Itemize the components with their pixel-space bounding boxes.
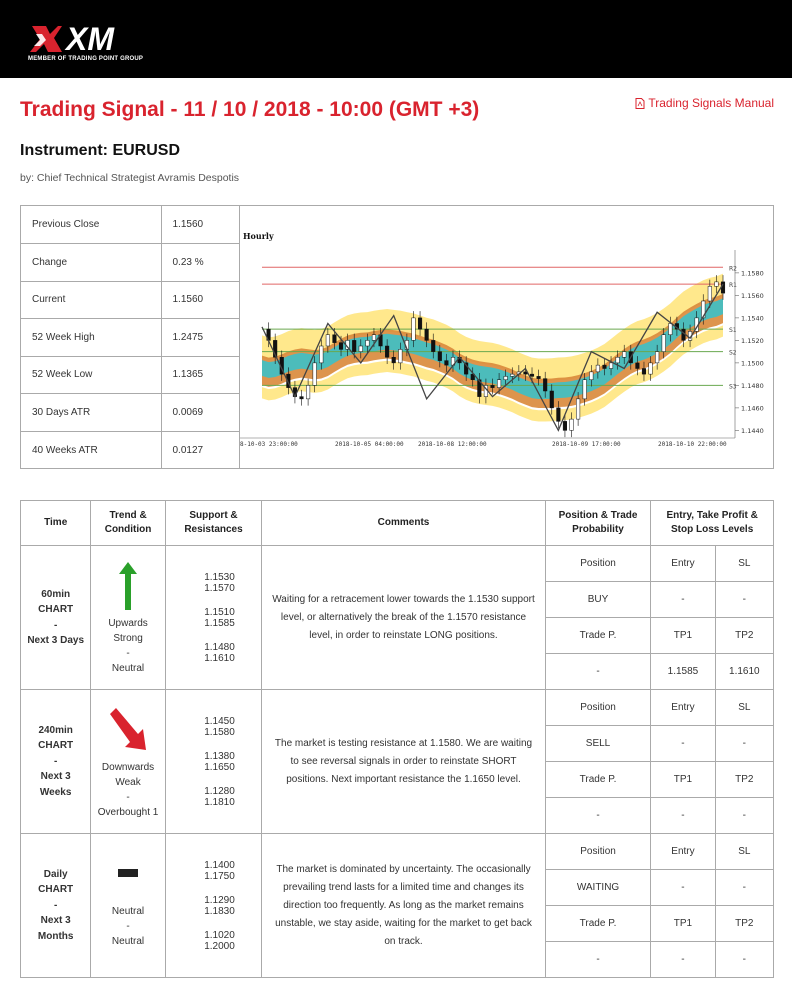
- signal-timeframe: [21, 546, 91, 690]
- y-tick-label: 1.1460: [741, 404, 764, 413]
- candle-body: [708, 286, 712, 301]
- entry-value: -: [651, 582, 715, 618]
- stats-row: [21, 319, 240, 357]
- signal-row: [21, 834, 774, 870]
- stats-row: [21, 394, 240, 432]
- stat-value: 1.1560: [161, 281, 240, 319]
- sl-label: SL: [715, 546, 773, 582]
- up-arrow-icon: [91, 560, 164, 612]
- header-comments: Comments: [262, 501, 546, 546]
- candle-body: [642, 369, 646, 375]
- candle-body: [300, 397, 304, 399]
- stat-label: 40 Weeks ATR: [21, 431, 161, 469]
- stat-label: 52 Week Low: [21, 356, 161, 394]
- support-value: 1.1020: [204, 930, 235, 941]
- signal-comment: The market is dominated by uncertainty. The occasionally prevailing trend lasts for a limited time and changes its direction too frequently. As long as the market remains unstable, we stay aside, waiting for the market to get back on track.: [262, 834, 546, 978]
- position-value: WAITING: [545, 870, 651, 906]
- trade-p-value: -: [545, 654, 651, 690]
- y-tick-label: 1.1580: [741, 269, 764, 278]
- candle-body: [583, 380, 587, 399]
- resistance-value: 1.1580: [204, 727, 235, 738]
- stat-value: 0.0069: [161, 394, 240, 432]
- signals-table: [20, 500, 774, 978]
- candle-body: [550, 391, 554, 408]
- sr-pair: [178, 786, 262, 821]
- signal-row: [21, 546, 774, 582]
- y-tick-label: 1.1500: [741, 359, 764, 368]
- signals-manual-link[interactable]: [635, 96, 774, 110]
- candle-body: [418, 318, 422, 329]
- trend-line: Strong: [113, 633, 143, 644]
- stats-row: [21, 244, 240, 282]
- sr-pair: [178, 860, 262, 895]
- candle-body: [425, 329, 429, 340]
- support-value: 1.1400: [204, 860, 235, 871]
- stat-value: 1.1560: [161, 206, 240, 244]
- support-value: 1.1510: [204, 607, 235, 618]
- candle-body: [721, 282, 725, 293]
- level-label: R2: [729, 265, 737, 273]
- position-label: Position: [545, 834, 651, 870]
- time-line: Daily: [43, 868, 68, 880]
- candle-body: [609, 363, 613, 369]
- candle-body: [319, 346, 323, 363]
- trade-p-label: Trade P.: [545, 618, 651, 654]
- time-line: Next 3 Days: [27, 635, 85, 646]
- candle-body: [649, 363, 653, 374]
- tp2-label: TP2: [715, 618, 773, 654]
- x-tick-label: 2018-10-08 12:00:00: [418, 441, 487, 448]
- tp2-label: TP2: [715, 762, 773, 798]
- time-line: 240min: [38, 724, 73, 736]
- candle-body: [669, 324, 673, 335]
- candle-body: [603, 365, 607, 368]
- neutral-dash-icon: [91, 848, 164, 900]
- support-value: 1.1380: [204, 751, 235, 762]
- candle-body: [715, 282, 719, 287]
- svg-text:XM: XM: [66, 21, 114, 57]
- market-stats-panel: [20, 205, 774, 469]
- sl-value: -: [715, 870, 773, 906]
- header-levels: Entry, Take Profit & Stop Loss Levels: [651, 501, 774, 546]
- candle-body: [510, 374, 514, 376]
- time-line: -: [54, 899, 58, 911]
- resistance-value: 1.1585: [204, 618, 235, 629]
- candle-body: [366, 340, 370, 346]
- time-line: -: [54, 619, 58, 631]
- tp2-value: -: [715, 798, 773, 834]
- chart-title: Hourly: [243, 231, 274, 241]
- sr-pair: [178, 572, 262, 607]
- signal-row: [21, 690, 774, 726]
- candle-body: [313, 363, 317, 386]
- sr-pair: [178, 751, 262, 786]
- candle-body: [543, 379, 547, 391]
- trend-line: -: [126, 921, 130, 932]
- resistance-value: 1.1750: [204, 871, 235, 882]
- stats-row: [21, 431, 240, 469]
- candle-body: [497, 380, 501, 388]
- y-tick-label: 1.1520: [741, 336, 764, 345]
- sl-value: -: [715, 582, 773, 618]
- level-label: R1: [729, 282, 737, 290]
- stats-row: [21, 281, 240, 319]
- candle-body: [570, 419, 574, 430]
- candle-body: [530, 374, 534, 376]
- resistance-value: 1.1650: [204, 762, 235, 773]
- support-value: 1.1530: [204, 572, 235, 583]
- time-line: Months: [37, 930, 74, 942]
- resistance-value: 1.2000: [204, 941, 235, 952]
- tp2-label: TP2: [715, 906, 773, 942]
- candle-body: [596, 365, 600, 372]
- candle-body: [557, 408, 561, 422]
- position-value: SELL: [545, 726, 651, 762]
- hourly-chart: [240, 206, 773, 468]
- candle-body: [359, 346, 363, 352]
- candle-body: [563, 421, 567, 430]
- sl-label: SL: [715, 690, 773, 726]
- trade-p-value: -: [545, 942, 651, 978]
- candle-body: [352, 340, 356, 351]
- signal-timeframe: [21, 834, 91, 978]
- sr-pair: [178, 642, 262, 677]
- trend-line: Upwards: [108, 618, 148, 629]
- entry-value: -: [651, 726, 715, 762]
- time-line: CHART: [38, 884, 74, 896]
- candle-body: [326, 335, 330, 346]
- candle-body: [616, 357, 620, 363]
- tp1-label: TP1: [651, 762, 715, 798]
- instrument-heading: Instrument: EURUSD: [20, 142, 181, 159]
- pdf-icon: [635, 98, 645, 109]
- sl-label: SL: [715, 834, 773, 870]
- stat-value: 0.23 %: [161, 244, 240, 282]
- support-value: 1.1280: [204, 786, 235, 797]
- stat-value: 1.1365: [161, 356, 240, 394]
- header-sr: Support & Resistances: [165, 501, 262, 546]
- down-arrow-icon: [91, 704, 164, 756]
- candle-body: [445, 361, 449, 366]
- time-line: Next 3: [40, 915, 71, 927]
- support-value: 1.1450: [204, 716, 235, 727]
- resistance-value: 1.1570: [204, 583, 235, 594]
- stat-label: Current: [21, 281, 161, 319]
- header-position: Position & Trade Probability: [545, 501, 651, 546]
- candle-body: [399, 349, 403, 363]
- tp2-value: 1.1610: [715, 654, 773, 690]
- stats-table: [21, 206, 240, 469]
- tp1-value: -: [651, 798, 715, 834]
- position-value: BUY: [545, 582, 651, 618]
- signal-comment: The market is testing resistance at 1.1580. We are waiting to see reversal signals in order to reinstate SHORT positions. Next important resistance the 1.1650 level.: [262, 690, 546, 834]
- entry-label: Entry: [651, 690, 715, 726]
- candle-body: [491, 385, 495, 387]
- time-line: -: [54, 755, 58, 767]
- resistance-value: 1.1610: [204, 653, 235, 664]
- candle-body: [504, 376, 508, 379]
- candle-body: [589, 372, 593, 380]
- author-byline: by: Chief Technical Strategist Avramis Despotis: [20, 172, 240, 184]
- stat-label: Previous Close: [21, 206, 161, 244]
- stat-label: Change: [21, 244, 161, 282]
- candle-body: [622, 352, 626, 358]
- time-line: Weeks: [39, 786, 72, 798]
- tp1-value: -: [651, 942, 715, 978]
- stats-row: [21, 356, 240, 394]
- level-label: S3: [729, 383, 737, 391]
- candle-body: [438, 352, 442, 361]
- trade-p-label: Trade P.: [545, 762, 651, 798]
- header-trend: Trend & Condition: [91, 501, 165, 546]
- stat-label: 30 Days ATR: [21, 394, 161, 432]
- signals-manual-label: Trading Signals Manual: [648, 96, 774, 110]
- site-header: [0, 0, 792, 78]
- candle-body: [636, 363, 640, 369]
- stat-value: 1.2475: [161, 319, 240, 357]
- tp2-value: -: [715, 942, 773, 978]
- trend-line: Neutral: [111, 936, 145, 947]
- candle-body: [306, 385, 310, 399]
- position-label: Position: [545, 690, 651, 726]
- trade-p-label: Trade P.: [545, 906, 651, 942]
- stat-value: 0.0127: [161, 431, 240, 469]
- candle-body: [655, 352, 659, 363]
- trend-line: Weak: [115, 777, 141, 788]
- trend-line: Neutral: [111, 663, 145, 674]
- signal-timeframe: [21, 690, 91, 834]
- sr-pair: [178, 607, 262, 642]
- sr-pair: [178, 716, 262, 751]
- candle-body: [662, 335, 666, 352]
- y-tick-label: 1.1440: [741, 426, 764, 435]
- time-line: CHART: [38, 740, 74, 752]
- resistance-value: 1.1830: [204, 906, 235, 917]
- support-value: 1.1480: [204, 642, 235, 653]
- signal-sr: [165, 690, 262, 834]
- stat-label: 52 Week High: [21, 319, 161, 357]
- candle-body: [392, 357, 396, 363]
- signal-comment: Waiting for a retracement lower towards the 1.1530 support level, or alternatively the break of the 1.1570 resistance level, in order to reinstate LONG positions.: [262, 546, 546, 690]
- entry-label: Entry: [651, 834, 715, 870]
- time-line: CHART: [38, 604, 74, 615]
- time-line: Next 3: [40, 771, 71, 783]
- y-tick-label: 1.1560: [741, 291, 764, 300]
- trend-line: Downwards: [101, 762, 155, 773]
- x-tick-label: 2018-10-09 17:00:00: [552, 441, 621, 448]
- x-tick-label: 2018-10-05 04:00:00: [335, 441, 404, 448]
- trade-p-value: -: [545, 798, 651, 834]
- signal-sr: [165, 546, 262, 690]
- signal-trend: [91, 690, 165, 834]
- tp1-label: TP1: [651, 906, 715, 942]
- stats-row: [21, 206, 240, 244]
- candle-body: [333, 335, 337, 343]
- trend-line: Neutral: [111, 906, 145, 917]
- trend-line: -: [126, 648, 130, 659]
- candle-body: [537, 376, 541, 378]
- signal-trend: [91, 546, 165, 690]
- trend-line: Overbought 1: [97, 807, 159, 818]
- candle-body: [431, 340, 435, 351]
- time-line: 60min: [41, 588, 71, 600]
- candle-body: [412, 318, 416, 341]
- page-title: Trading Signal - 11 / 10 / 2018 - 10:00 (GMT +3): [20, 98, 480, 121]
- candle-body: [339, 343, 343, 350]
- x-tick-label: 2018-10-10 22:00:00: [658, 441, 727, 448]
- chart-svg: [240, 206, 773, 468]
- candle-body: [385, 346, 389, 357]
- level-label: S2: [729, 349, 737, 357]
- sl-value: -: [715, 726, 773, 762]
- signal-sr: [165, 834, 262, 978]
- candle-body: [576, 399, 580, 419]
- signal-trend: [91, 834, 165, 978]
- trend-line: -: [126, 792, 130, 803]
- candle-body: [372, 335, 376, 341]
- sr-pair: [178, 895, 262, 930]
- header-time: Time: [21, 501, 91, 546]
- tp1-value: 1.1585: [651, 654, 715, 690]
- sr-pair: [178, 930, 262, 965]
- support-value: 1.1290: [204, 895, 235, 906]
- y-tick-label: 1.1540: [741, 314, 764, 323]
- resistance-value: 1.1810: [204, 797, 235, 808]
- logo-subtitle: MEMBER OF TRADING POINT GROUP: [28, 56, 144, 62]
- level-label: S1: [729, 327, 737, 335]
- x-tick-label: 8-10-03 23:00:00: [240, 441, 298, 448]
- entry-value: -: [651, 870, 715, 906]
- entry-label: Entry: [651, 546, 715, 582]
- position-label: Position: [545, 546, 651, 582]
- tp1-label: TP1: [651, 618, 715, 654]
- y-tick-label: 1.1480: [741, 381, 764, 390]
